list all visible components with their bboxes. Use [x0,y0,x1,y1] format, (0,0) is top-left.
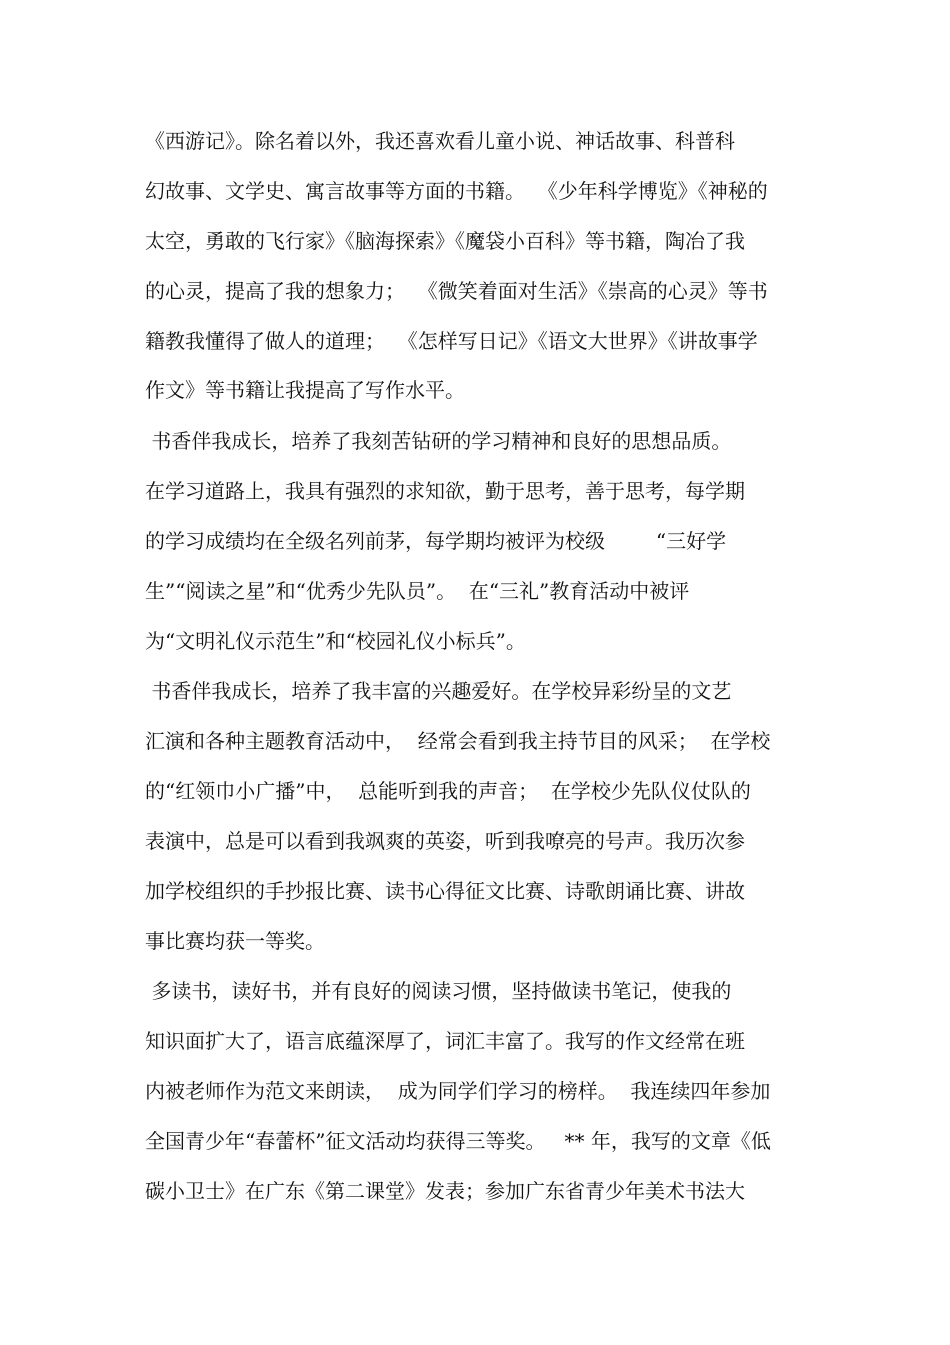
text-line: 事比赛均获一等奖。 [145,929,325,953]
text-line: 书香伴我成长，培养了我丰富的兴趣爱好。在学校异彩纷呈的文艺 [145,679,732,703]
text-line: 知识面扩大了，语言底蕴深厚了，词汇丰富了。我写的作文经常在班 [145,1029,745,1053]
text-line: 为“文明礼仪示范生”和“校园礼仪小标兵”。 [145,629,526,653]
text-line: 全国青少年“春蕾杯”征文活动均获得三等奖。 ** 年，我写的文章《低 [145,1129,771,1153]
text-line: 多读书，读好书，并有良好的阅读习惯，坚持做读书笔记，使我的 [145,979,732,1003]
text-line: 的学习成绩均在全级名列前茅，每学期均被评为校级 “三好学 [145,529,727,553]
text-line: 在学习道路上，我具有强烈的求知欲，勤于思考，善于思考，每学期 [145,479,745,503]
text-line: 生”“阅读之星”和“优秀少先队员”。 在“三礼”教育活动中被评 [145,579,690,603]
text-line: 的“红领巾小广播”中， 总能听到我的声音； 在学校少先队仪仗队的 [145,779,751,803]
text-line: 籍教我懂得了做人的道理； 《怎样写日记》《语文大世界》《讲故事学 [145,329,758,353]
text-line: 作文》等书籍让我提高了写作水平。 [145,378,465,402]
text-line: 内被老师作为范文来朗读， 成为同学们学习的榜样。 我连续四年参加 [145,1079,771,1103]
text-line: 太空，勇敢的飞行家》《脑海探索》《魔袋小百科》等书籍，陶冶了我 [145,229,745,253]
text-line: 加学校组织的手抄报比赛、读书心得征文比赛、诗歌朗诵比赛、讲故 [145,879,745,903]
text-line: 书香伴我成长，培养了我刻苦钻研的学习精神和良好的思想品质。 [145,429,732,453]
text-line: 幻故事、文学史、寓言故事等方面的书籍。 《少年科学博览》《神秘的 [145,179,768,203]
text-line: 的心灵，提高了我的想象力； 《微笑着面对生活》《崇高的心灵》等书 [145,279,768,303]
text-line: 《西游记》。除名着以外，我还喜欢看儿童小说、神话故事、科普科 [145,129,735,153]
text-line: 表演中，总是可以看到我飒爽的英姿，听到我嘹亮的号声。我历次参 [145,829,745,853]
text-line: 碳小卫士》在广东《第二课堂》发表；参加广东省青少年美术书法大 [145,1179,745,1203]
text-line: 汇演和各种主题教育活动中， 经常会看到我主持节目的风采； 在学校 [145,729,771,753]
